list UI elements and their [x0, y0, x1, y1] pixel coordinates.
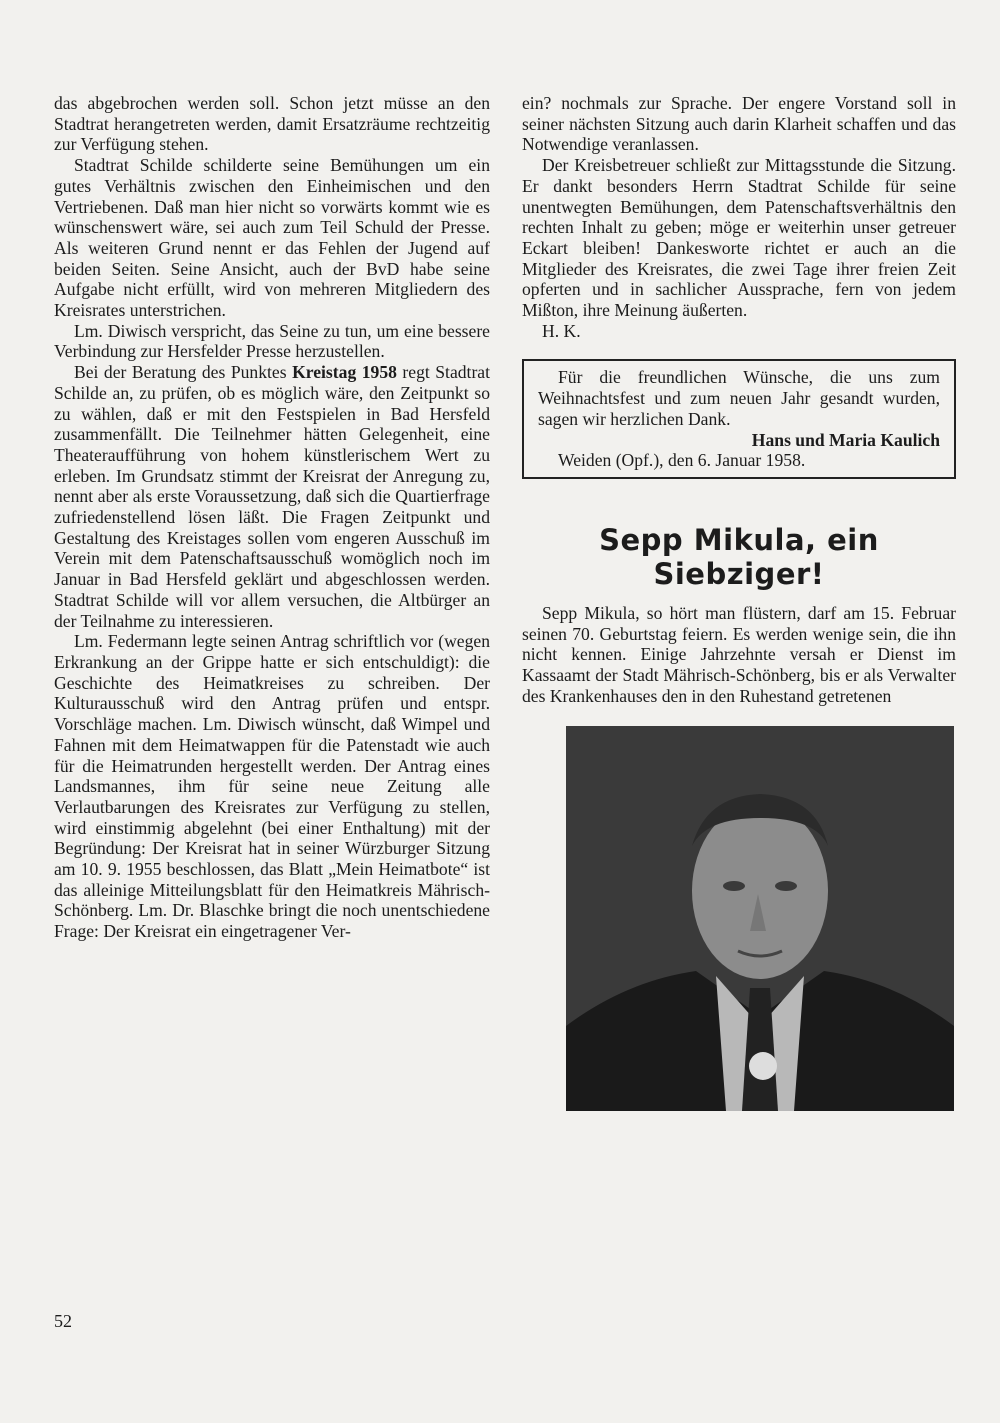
thank-you-notice — [522, 359, 956, 479]
paragraph: das abgebrochen werden soll. Schon jetzt müsse an den Stadtrat herangetreten werden, damit Ersatzräume rechtzeitig zur Verfügung stehen. — [54, 93, 490, 155]
notice-text: Für die freundlichen Wünsche, die uns zum Weihnachtsfest und zum neuen Jahr gesandt wurden, sagen wir herzlichen Dank. — [538, 367, 940, 429]
paragraph — [54, 362, 490, 631]
bold-term: Kreistag 1958 — [292, 362, 397, 383]
author-signature: H. K. — [542, 320, 581, 341]
notice-place-date: Weiden (Opf.), den 6. Januar 1958. — [558, 450, 806, 471]
paragraph-text: regt Stadtrat Schilde an, zu prüfen, ob es möglich wäre, den Zeitpunkt so zu wählen, daß er mit den Festspielen in Bad Hersfeld zusammenfällt. Die Teilnehmer hätten Gelegenheit, eine Theateraufführung von hohem künstlerischem Wert zu erleben. Im Grundsatz stimmt der Kreisrat der Anregung zu, nennt aber als erste Voraussetzung, daß sich die Quartierfrage zufriedenstellend lösen läßt. Die Fragen Zeitpunkt und Gestaltung des Kreistages sollen vom engeren Ausschuß im Verein mit dem Patenschaftsausschuß womöglich noch im Januar in Bad Hersfeld geklärt und abgeschlossen werden. Stadtrat Schilde will vor allem versuchen, die Altbürger an der Teilnahme zu interessieren. — [54, 362, 490, 631]
page-number: 52 — [54, 1311, 72, 1331]
paragraph: Der Kreisbetreuer schließt zur Mittagsstunde die Sitzung. Er dankt besonders Herrn Stadtrat Schilde für seine unentwegten Bemühungen, dem Patenschaftsverhältnis den rechten Inhalt zu geben; möge er weiterhin unser getreuer Eckart bleiben! Dankesworte richtet er auch an die Mitglieder des Kreisrates, die zwei Tage ihrer freien Zeit opferten und in sachlicher Aussprache, fern von jedem Mißton, ihre Meinung äußerten. — [522, 155, 956, 321]
notice-names: Hans und Maria Kaulich — [751, 429, 940, 450]
right-column — [522, 93, 956, 1111]
article-headline: Sepp Mikula, ein Siebziger! — [599, 522, 879, 591]
portrait-photo — [566, 726, 954, 1111]
paragraph: Stadtrat Schilde schilderte seine Bemühungen um ein gutes Verhältnis zwischen den Einheimischen und den Vertriebenen. Daß man hier nicht so vorwärts kommt wie es wünschenswert wäre, sei auch zum Teil Schuld der Presse. Als weiteren Grund nennt er das Fehlen der Jugend auf beiden Seiten. Seine Ansicht, auch der BvD habe seine Aufgabe nicht erfüllt, wird von mehreren Mitgliedern des Kreisrates unterstrichen. — [54, 155, 490, 321]
left-column — [54, 93, 490, 942]
paragraph: Lm. Diwisch verspricht, das Seine zu tun, um eine bessere Verbindung zur Hersfelder Presse herzustellen. — [54, 320, 490, 362]
paragraph: ein? nochmals zur Sprache. Der engere Vorstand soll in seiner nächsten Sitzung auch darin Klarheit schaffen und das Notwendige veranlassen. — [522, 93, 956, 155]
paragraph: Lm. Federmann legte seinen Antrag schriftlich vor (wegen Erkrankung an der Grippe hatte er sich entschuldigt): die Geschichte des Heimatkreises zu schreiben. Der Kulturausschuß wird den Antrag prüfen und entspr. Vorschläge machen. Lm. Diwisch wünscht, daß Wimpel und Fahnen mit dem Heimatwappen für die Patenstadt wie auch für die Heimatrunden hergestellt werden. Der Antrag eines Landsmannes, ihm für seine neue Zeitung alle Verlautbarungen des Kreisrates zur Verfügung zu stellen, wird einstimmig abgelehnt (bei einer Enthaltung) mit der Begründung: Der Kreisrat hat in seiner Würzburger Sitzung am 10. 9. 1955 beschlossen, das Blatt „Mein Heimatbote“ ist das alleinige Mitteilungsblatt für den Heimatkreis Mährisch-Schönberg. Lm. Dr. Blaschke bringt die noch unentschiedene Frage: Der Kreisrat ein eingetragener Ver- — [54, 631, 490, 942]
paragraph-text: Bei der Beratung des Punktes — [74, 362, 293, 383]
portrait-illustration — [566, 726, 954, 1111]
article-body: Sepp Mikula, so hört man flüstern, darf am 15. Februar seinen 70. Geburtstag feiern. Es werden wenige sein, die ihn nicht kennen. Einige Jahrzehnte versah er Dienst im Kassaamt der Stadt Mährisch-Schönberg, bis er als Verwalter des Krankenhauses den in den Ruhestand getretenen — [522, 602, 956, 706]
